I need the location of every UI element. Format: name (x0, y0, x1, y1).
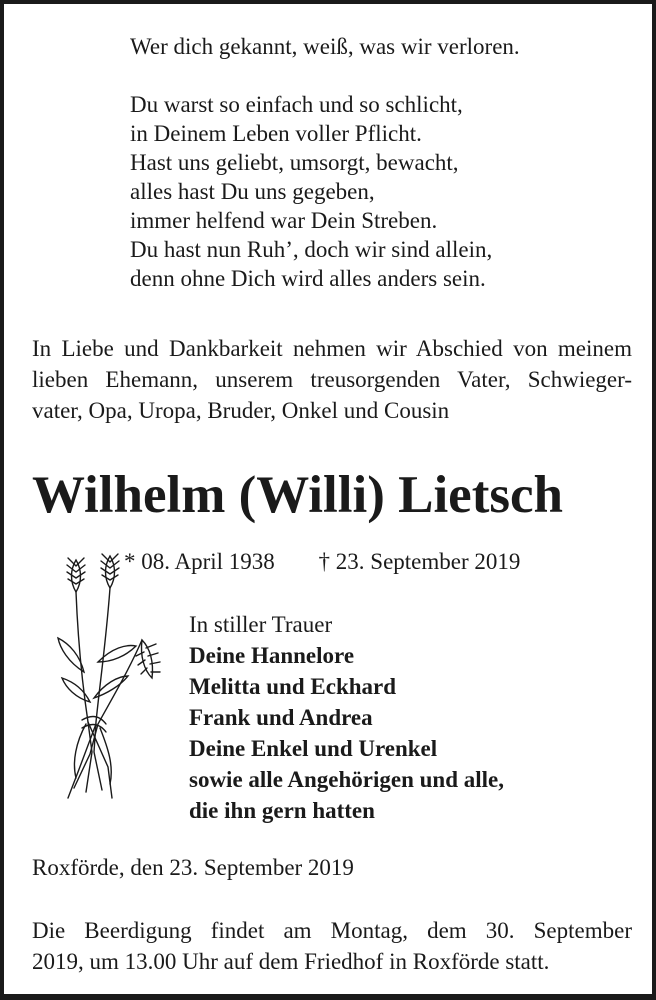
poem-line: denn ohne Dich wird alles anders sein. (130, 266, 486, 291)
mourner-line: Deine Enkel und Urenkel (189, 736, 438, 761)
mourner-line: sowie alle Angehörigen und alle, (189, 767, 504, 792)
farewell-line: vater, Opa, Uropa, Bruder, Onkel und Cousin (32, 398, 450, 423)
mourners-heading: In stiller Trauer (189, 612, 333, 637)
life-dates (124, 547, 564, 577)
poem-line: Hast uns geliebt, umsorgt, bewacht, (130, 150, 459, 175)
poem-line: immer helfend war Dein Streben. (130, 208, 438, 233)
mourners-block (189, 609, 609, 826)
deceased-name: Wilhelm (Willi) Lietsch (32, 466, 563, 524)
wheat-bundle-icon (48, 552, 170, 802)
farewell-line: lieben Ehemann, unserem treusorgenden Vater, Schwieger- (32, 367, 632, 392)
poem-line: Du warst so einfach und so schlicht, (130, 92, 463, 117)
poem-line: alles hast Du uns gegeben, (130, 179, 375, 204)
poem (130, 32, 600, 293)
farewell-text (32, 333, 632, 426)
funeral-line: Die Beerdigung findet am Montag, dem 30. September (32, 918, 632, 943)
poem-line: Wer dich gekannt, weiß, was wir verloren. (130, 34, 520, 59)
funeral-line: 2019, um 13.00 Uhr auf dem Friedhof in Roxförde statt. (32, 949, 550, 974)
farewell-line: In Liebe und Dankbarkeit nehmen wir Abschied von meinem (32, 336, 632, 361)
death-date: † 23. September 2019 (318, 549, 521, 574)
mourner-line: Deine Hannelore (189, 643, 355, 668)
place-and-date: Roxförde, den 23. September 2019 (32, 855, 354, 880)
mourner-line: Melitta und Eckhard (189, 674, 397, 699)
poem-line: in Deinem Leben voller Pflicht. (130, 121, 422, 146)
mourner-line: Frank und Andrea (189, 705, 373, 730)
poem-line: Du hast nun Ruh’, doch wir sind allein, (130, 237, 493, 262)
birth-date: * 08. April 1938 (124, 549, 275, 574)
mourner-line: die ihn gern hatten (189, 798, 375, 823)
funeral-info (32, 915, 632, 977)
